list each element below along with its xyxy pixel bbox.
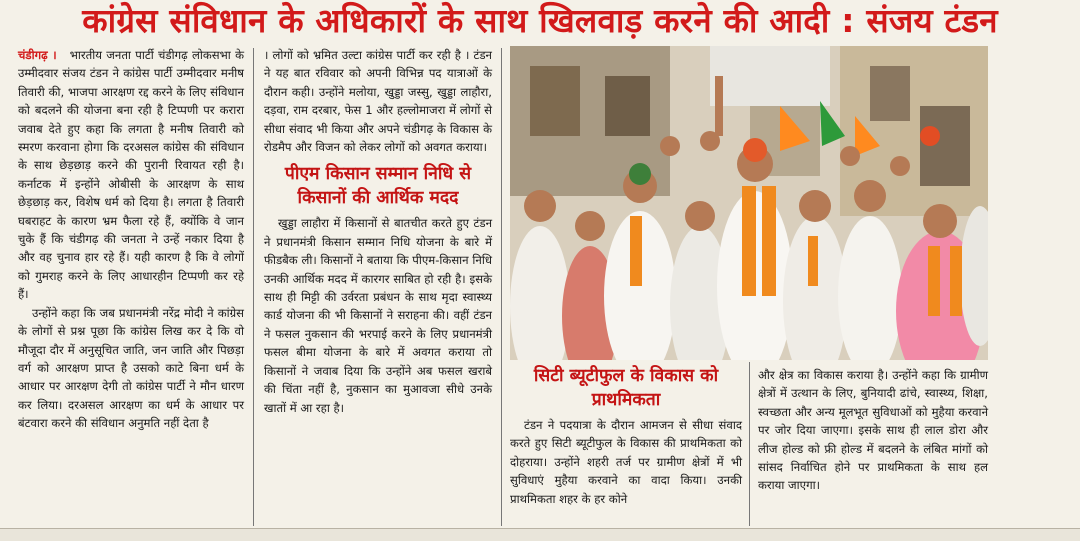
subheading: पीएम किसान सम्मान निधि से किसानों की आर्थिक मदद (284, 164, 472, 209)
article-column-4 (758, 366, 988, 495)
paragraph: खुड्डा लाहौरा में किसानों से बातचीत करते हुए टंडन ने प्रधानमंत्री किसान सम्मान निधि योजना के बारे में फीडबैक ली। किसानों ने बताया कि पीएम-किसान निधि उनकी आर्थिक मदद में कारगर साबित हो रही है। इसके साथ ही मिट्टी की उर्वरता प्रबंधन के साथ मृदा स्वास्थ्य कार्ड योजना की भी किसानों ने सराहना की। वहीं टंडन ने फसल नुकसान की भरपाई करने के लिए प्रधानमंत्री फसल बीमा योजना के बारे में अवगत कराया तो किसानों ने जवाब दिया कि उन्होंने अब फसल खराबे की चिंता नहीं है, नुकसान का मुआवजा सीधे उनके खातों में आ रहा है। (264, 216, 492, 415)
paragraph (18, 46, 244, 304)
paragraph: टंडन ने पदयात्रा के दौरान आमजन से सीधा संवाद करते हुए सिटी ब्यूटीफुल के विकास की प्राथमिकता को दोहराया। उन्होंने शहरी तर्ज पर ग्रामीण क्षेत्रों में भी सुविधाएं मुहैया करवाने का वादा किया। उनकी प्राथमिकता शहर के हर कोने (510, 418, 742, 506)
column-divider (501, 48, 502, 526)
subheading: सिटी ब्यूटीफुल के विकास को प्राथमिकता (533, 366, 719, 410)
article-column-2 (264, 46, 492, 417)
column-divider (253, 48, 254, 526)
paragraph: । लोगों को भ्रमित उल्टा कांग्रेस पार्टी कर रही है । टंडन ने यह बात रविवार को अपनी विभिन्न पद यात्राओं के दौरान कही। उन्होंने मलोया, खुड्डा जस्सु, खुड्डा लाहौरा, दड़वा, राम दरबार, फेस 1 और हल्लोमाजरा में लोगों से सीधा संवाद भी किया और अपने चंडीगढ़ के विकास के रोडमैप और विजन को लेकर लोगों को अवगत कराया। (264, 48, 492, 155)
crowd-illustration (510, 46, 988, 360)
paragraph: और क्षेत्र का विकास कराया है। उन्होंने कहा कि ग्रामीण क्षेत्रों में उत्थान के लिए, बुनियादी ढांचे, स्वास्थ्य, शिक्षा, स्वच्छता और अन्य मूलभूत सुविधाओं को मुहैया करवाने पर जोर दिया जाएगा। इसके साथ ही लाल डोरा और लीज होल्ड को फ्री होल्ड में बदलने के लंबित मांगों को सांसद निर्वाचित होने पर प्राथमिकता के साथ हल कराया जाएगा। (758, 368, 988, 493)
paragraph: उन्होंने कहा कि जब प्रधानमंत्री नरेंद्र मोदी ने कांग्रेस के लोगों से प्रश्न पूछा कि कांग्रेस लिख कर दे कि वो मौजूदा दौर में अनुसूचित जाति, जन जाति और पिछड़ा वर्ग को आरक्षण प्राप्त है उसको काटे बिना धर्म के आधार पर आरक्षण देगी तो कांग्रेस पार्टी ने मौन धारण कर लिया। दरअसल आरक्षण का धर्म के आधार पर बंटवारा करने की संविधान अनुमति नहीं देता है (18, 305, 244, 431)
next-article-strip (0, 528, 1080, 541)
article-column-3 (510, 360, 742, 508)
campaign-photo (510, 46, 988, 360)
article-column-1 (18, 46, 244, 433)
paragraph-text: भारतीय जनता पार्टी चंडीगढ़ लोकसभा के उम्मीदवार संजय टंडन ने कांग्रेस पार्टी उम्मीदवार मनीष तिवारी की, भाजपा आरक्षण रद्द करने के लिए संविधान को बदलने की योजना बना रही है टिप्पणी पर करारा जवाब देते हुए कहा कि लगता है मनीष तिवारी को स्मरण करवाना होगा कि दरअसल कांग्रेस की संविधान के साथ छेड़छाड़ करने की पुरानी रिवायत रही है। कर्नाटक में इन्होंने ओबीसी के आरक्षण के साथ छेड़छाड़ कर, विशेष धर्म को दिया है। लगता है तिवारी घबराहट के कारण भ्रम फैला रहे हैं, क्योंकि वे जान चुके हैं कि चंडीगढ़ की जनता ने उन्हें नकार दिया है और वह चुनाव हार रहे हैं। यही कारण है कि वे लोगों को गुमराह करने के लिए आधारहीन टिप्पणी कर रहे हैं। (18, 48, 244, 302)
column-divider (749, 362, 750, 526)
headline: कांग्रेस संविधान के अधिकारों के साथ खिलवाड़ करने की आदी : संजय टंडन (82, 1, 998, 40)
dateline: चंडीगढ़ । (18, 48, 57, 62)
